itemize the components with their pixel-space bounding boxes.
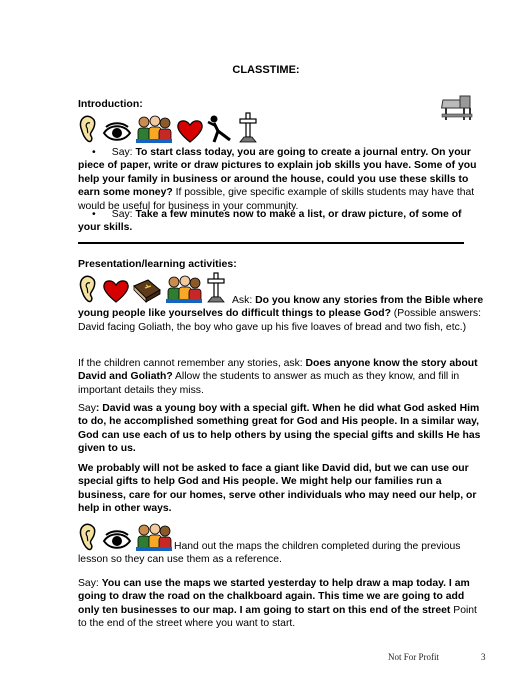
page-number: 3 xyxy=(481,652,486,662)
introduction-bullet-1: • Say: To start class today, you are going to create a journal entry. On your piece of paper, write or draw pictures to explain job skills you have. Some of you help your family in business or around the house, could you use these skills to earn some money? If possible, give specific example of skills students may have that would be useful for business in your community. xyxy=(78,147,477,212)
ear-icon xyxy=(78,114,100,144)
introduction-heading: Introduction: xyxy=(78,98,143,110)
eye-icon xyxy=(102,122,132,144)
david-goliath-question-paragraph: If the children cannot remember any stories, ask: Does anyone know the story about David and Goliath? Allow the students to answer as much as they know, and fill in important details they miss. xyxy=(78,358,478,396)
maps-instructions-paragraph: Say: You can use the maps we started yesterday to help draw a map today. I am going to draw the road on the chalkboard again. This time we are going to add only ten businesses to our map. I am going to start on this end of the street Point to the end of the street where you want to start. xyxy=(78,578,477,630)
children-group-icon xyxy=(134,114,174,144)
special-gifts-paragraph: We probably will not be asked to face a giant like David did, but we can use our special gifts to help God and His people. We might help our families run a business, care for our homes, serve other individuals who may need our help, or help in other ways. xyxy=(78,463,477,515)
section-divider xyxy=(78,242,464,244)
page-title: CLASSTIME: xyxy=(232,64,300,76)
david-special-gift-paragraph: Say: David was a young boy with a special gift. When he did what God asked Him to do, he accomplished something great for God and His people. In a similar way, God can use each of us to help others by using the special gifts and skills He has given to us. xyxy=(78,403,481,455)
heart-icon xyxy=(176,118,204,144)
footer-note: Not For Profit xyxy=(388,652,440,662)
presentation-heading: Presentation/learning activities: xyxy=(78,258,237,270)
introduction-icon-row xyxy=(78,112,258,144)
introduction-bullet-2: • Say: Take a few minutes now to make a list, or draw picture, of some of your skills. xyxy=(78,209,462,234)
ask-bible-stories-paragraph: Ask: Do you know any stories from the Bible where young people like yourselves do difficult things to please God? (Possible answers: David facing Goliath, the boy who gave up his five loaves of bread and two fish, etc.) xyxy=(78,295,484,333)
handout-maps-paragraph: Hand out the maps the children completed during the previous lesson so they can use them as a reference. xyxy=(78,541,461,566)
stretching-person-icon xyxy=(206,114,236,144)
cross-icon xyxy=(238,112,258,144)
school-desk-icon xyxy=(440,94,476,122)
page-footer xyxy=(388,652,486,662)
